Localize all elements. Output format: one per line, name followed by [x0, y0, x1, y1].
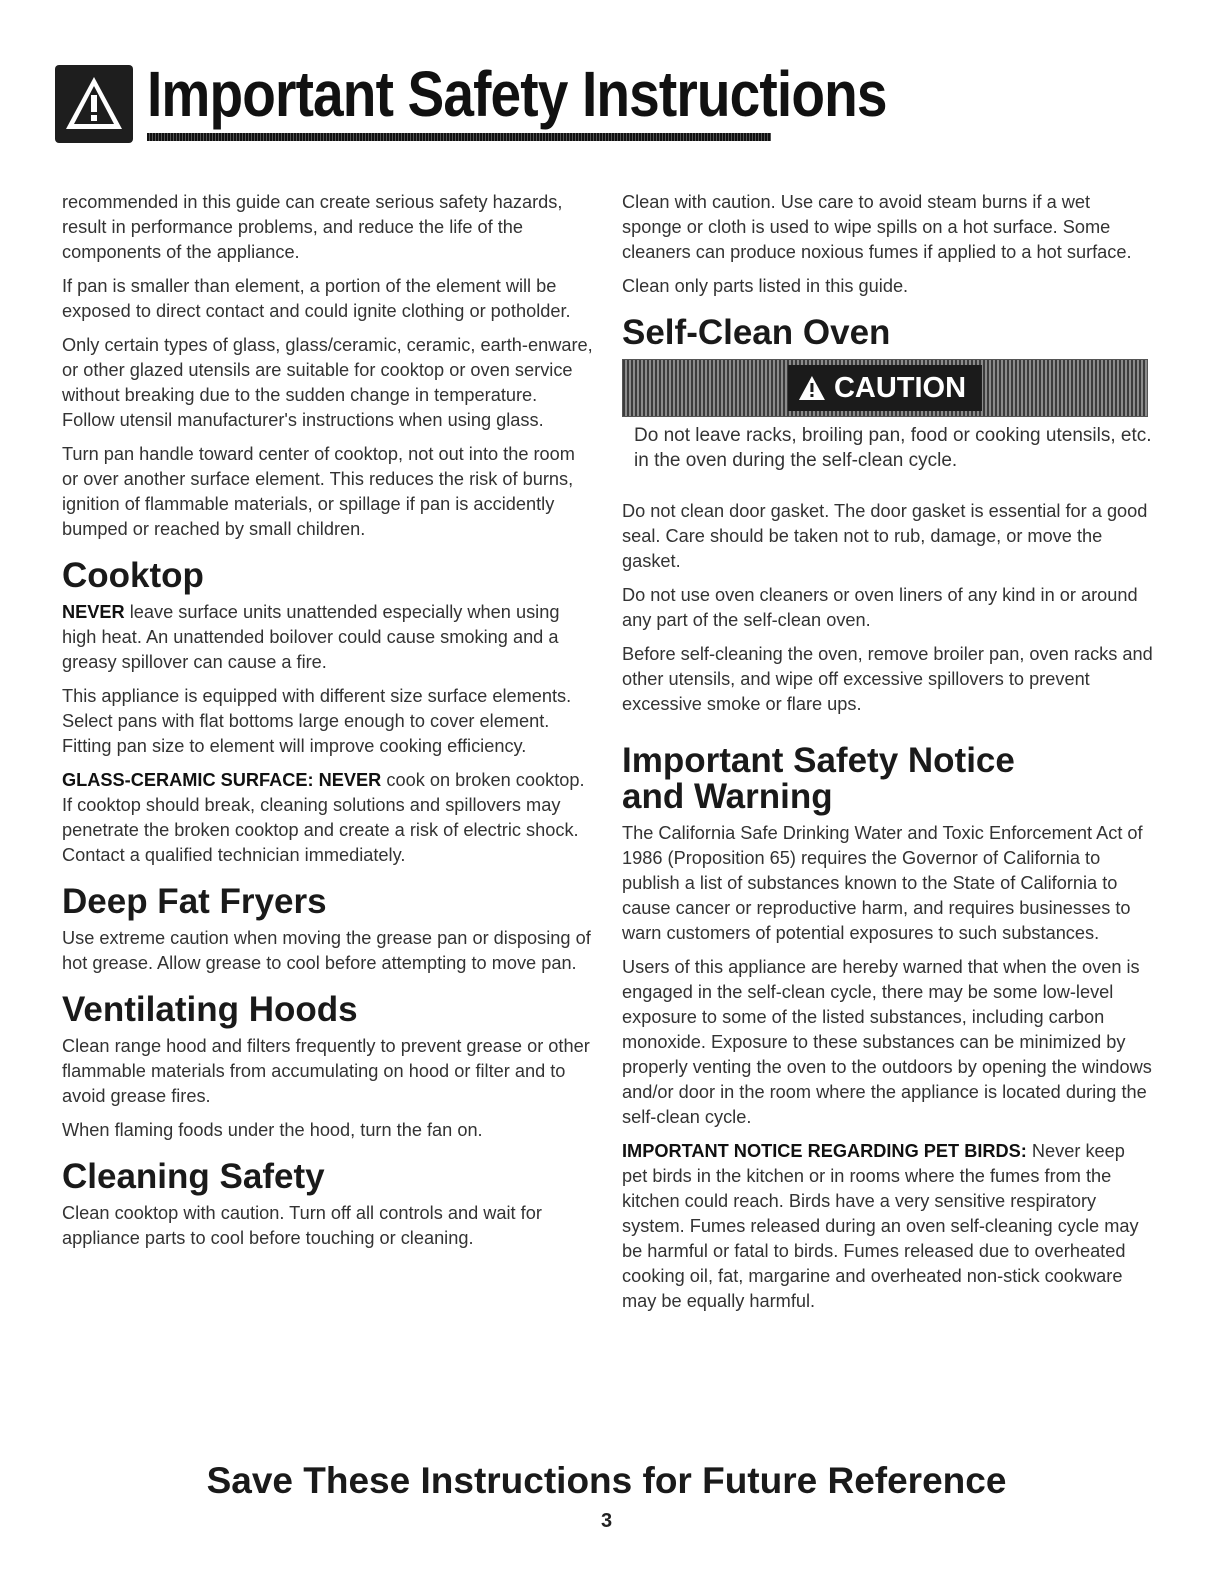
- caution-triangle-icon: [798, 375, 826, 401]
- ventilating-hoods-paragraph-1: Clean range hood and filters frequently to prevent grease or other flammable materials from accumulating on hood or filter and to avoid grease fires.: [62, 1036, 590, 1106]
- safety-notice-heading-line1: Important Safety Notice: [622, 741, 1015, 780]
- cooktop-paragraph-1: [62, 600, 594, 675]
- glass-utensils-paragraph: Only certain types of glass, glass/ceramic, ceramic, earth-enware, or other glazed utensils are suitable for cooktop or oven service without breaking due to the sudden change in temperature. Follow utensil manufacturer's instructions when using glass.: [62, 335, 593, 430]
- cooktop-paragraph-2: This appliance is equipped with different size surface elements. Select pans with flat bottoms large enough to cover element. Fitting pan size to element will improve cooking efficiency.: [62, 686, 572, 756]
- deep-fat-fryers-heading: Deep Fat Fryers: [62, 882, 327, 921]
- left-column: [62, 190, 594, 1260]
- safety-notice-heading: [622, 743, 1154, 815]
- pet-birds-paragraph: [622, 1139, 1154, 1314]
- cooktop-paragraph-3: [62, 768, 594, 868]
- save-instructions-line: Save These Instructions for Future Reference: [206, 1460, 1007, 1501]
- page-header: [55, 55, 887, 145]
- intro-paragraph: recommended in this guide can create serious safety hazards, result in performance problems, and reduce the life of the components of the appliance.: [62, 192, 563, 262]
- pan-handle-paragraph: Turn pan handle toward center of cooktop, not out into the room or over another surface element. This reduces the risk of burns, ignition of flammable materials, or spillage if pan is accidently bumped or reached by small children.: [62, 444, 575, 539]
- caution-label-box: [788, 365, 982, 411]
- oven-cleaners-paragraph: Do not use oven cleaners or oven liners of any kind in or around any part of the self-clean oven.: [622, 585, 1138, 630]
- before-self-cleaning-paragraph: Before self-cleaning the oven, remove broiler pan, oven racks and other utensils, and wipe off excessive spillovers to prevent excessive smoke or flare ups.: [622, 644, 1153, 714]
- never-label: NEVER: [62, 602, 125, 622]
- self-clean-exposure-paragraph: Users of this appliance are hereby warned that when the oven is engaged in the self-clean cycle, there may be some low-level exposure to some of the listed substances, including carbon monoxide. Exposure to these substances can be minimized by properly venting the oven to the outdoors by opening the windows and/or door in the room where the appliance is located during the self-clean cycle.: [622, 957, 1152, 1127]
- cooktop-paragraph-3-text: cook on broken cooktop. If cooktop should break, cleaning solutions and spillovers may penetrate the broken cooktop and create a risk of electric shock. Contact a qualified technician immediately.: [62, 770, 585, 865]
- self-clean-oven-heading: Self-Clean Oven: [622, 313, 891, 352]
- pet-birds-paragraph-text: Never keep pet birds in the kitchen or in rooms where the fumes from the kitchen could reach. Birds have a very sensitive respiratory system. Fumes released during an oven self-cleaning cycle may be harmful or fatal to birds. Fumes released due to overheated cooking oil, fat, margarine and overheated non-stick cookware may be equally harmful.: [622, 1141, 1139, 1311]
- deep-fat-fryers-paragraph: Use extreme caution when moving the grease pan or disposing of hot grease. Allow grease to cool before attempting to move pan.: [62, 928, 591, 973]
- cooktop-heading: Cooktop: [62, 556, 204, 595]
- page-number: 3: [600, 1510, 613, 1532]
- ventilating-hoods-paragraph-2: When flaming foods under the hood, turn the fan on.: [62, 1120, 483, 1140]
- warning-triangle-icon: [55, 65, 133, 143]
- cooktop-paragraph-1-text: leave surface units unattended especially when using high heat. An unattended boilover could cause smoking and a greasy spillover can cause a fire.: [62, 602, 560, 672]
- safety-notice-heading-line2: and Warning: [622, 777, 833, 816]
- clean-caution-paragraph: Clean with caution. Use care to avoid steam burns if a wet sponge or cloth is used to wipe spills on a hot surface. Some cleaners can produce noxious fumes if applied to a hot surface.: [622, 192, 1132, 262]
- ventilating-hoods-heading: Ventilating Hoods: [62, 990, 358, 1029]
- pan-size-paragraph: If pan is smaller than element, a portion of the element will be exposed to direct contact and could ignite clothing or potholder.: [62, 276, 571, 321]
- right-column: [622, 190, 1154, 1323]
- glass-ceramic-label: GLASS-CERAMIC SURFACE: NEVER: [62, 770, 382, 790]
- caution-label: CAUTION: [833, 372, 967, 404]
- caution-banner: [622, 359, 1148, 417]
- cleaning-safety-heading: Cleaning Safety: [62, 1157, 325, 1196]
- clean-parts-paragraph: Clean only parts listed in this guide.: [622, 276, 909, 296]
- page-title: Important Safety Instructions: [147, 58, 887, 130]
- title-underline: [147, 133, 771, 141]
- cleaning-safety-paragraph: Clean cooktop with caution. Turn off all controls and wait for appliance parts to cool before touching or cleaning.: [62, 1203, 542, 1248]
- pet-birds-label: IMPORTANT NOTICE REGARDING PET BIRDS:: [622, 1141, 1027, 1161]
- proposition-65-paragraph: The California Safe Drinking Water and Toxic Enforcement Act of 1986 (Proposition 65) requires the Governor of California to publish a list of substances known to the State of California to cause cancer or reproductive harm, and requires businesses to warn customers of potential exposures to such substances.: [622, 823, 1143, 943]
- caution-text: Do not leave racks, broiling pan, food or cooking utensils, etc. in the oven during the self-clean cycle.: [634, 425, 1152, 471]
- door-gasket-paragraph: Do not clean door gasket. The door gasket is essential for a good seal. Care should be taken not to rub, damage, or move the gasket.: [622, 501, 1148, 571]
